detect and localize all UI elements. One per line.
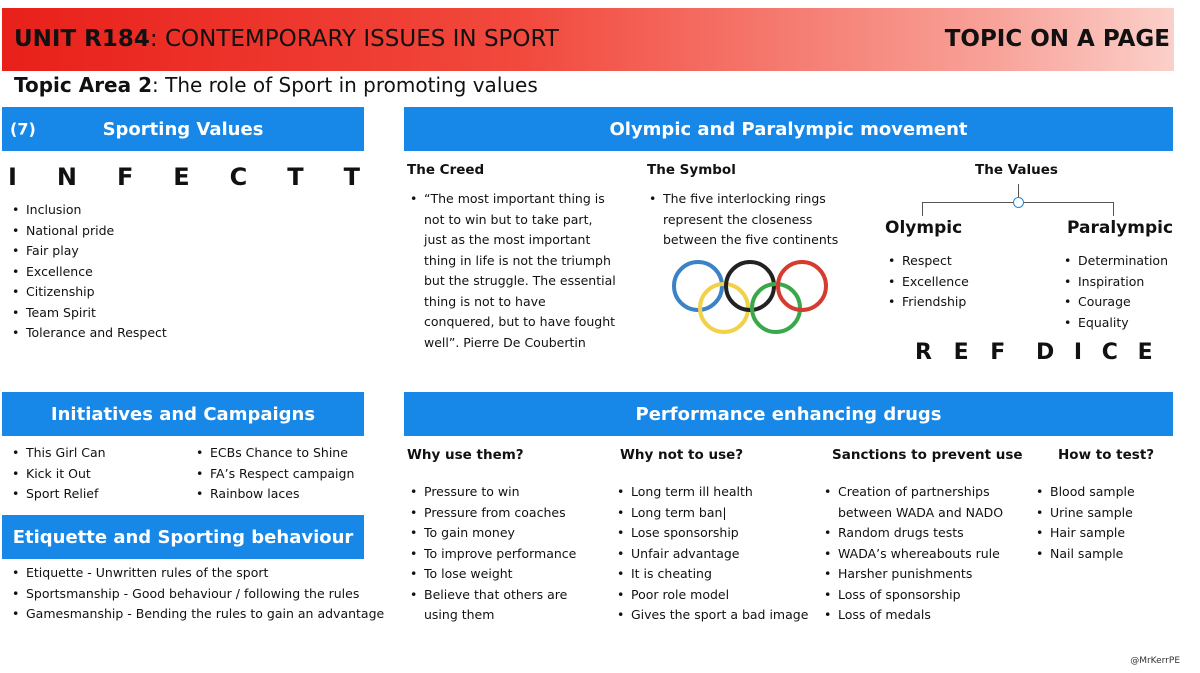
list-item: • Rainbow laces: [194, 484, 354, 505]
olympic-rings-icon: [668, 258, 834, 336]
list-item: • Urine sample: [1034, 503, 1135, 524]
how-to-test-list: [1034, 482, 1135, 564]
acronym-letter: T: [343, 163, 360, 191]
list-item: • Gives the sport a bad image: [615, 605, 808, 626]
list-item: • Pressure to win: [408, 482, 593, 503]
initiatives-list-left: [10, 443, 106, 505]
list-item: • WADA’s whereabouts rule: [822, 544, 1012, 565]
dice-acronym: D I C E: [1036, 340, 1153, 365]
ref-acronym: R E F: [915, 340, 1006, 365]
paralympic-values-heading: Paralympic: [1067, 218, 1174, 238]
list-item: • National pride: [10, 221, 167, 242]
initiatives-header: [2, 392, 364, 436]
how-to-test-heading: How to test?: [1058, 447, 1155, 463]
olympic-title: Olympic and Paralympic movement: [609, 118, 968, 140]
list-item: • Excellence: [886, 272, 969, 293]
creed-list: [408, 189, 618, 353]
creed-quote: • “The most important thing is not to win but to take part, just as the most important thing in life is not the triumph but the struggle. The essential thing is not to have conquered, but to have fought well”. Pierre De Coubertin: [408, 189, 618, 353]
sanctions-heading: Sanctions to prevent use: [832, 447, 1023, 463]
list-item: • Unfair advantage: [615, 544, 808, 565]
olympic-header: [404, 107, 1173, 151]
tree-connector-left: [922, 202, 923, 216]
list-item: • Loss of medals: [822, 605, 1012, 626]
list-item: • Long term ill health: [615, 482, 808, 503]
list-item: • Gamesmanship - Bending the rules to gain an advantage: [10, 604, 384, 625]
list-item: • Etiquette - Unwritten rules of the sport: [10, 563, 384, 584]
sporting-values-list: [10, 200, 167, 344]
list-item: • Courage: [1062, 292, 1168, 313]
list-item: • Citizenship: [10, 282, 167, 303]
list-item: • It is cheating: [615, 564, 808, 585]
list-item: • FA’s Respect campaign: [194, 464, 354, 485]
list-item: • Determination: [1062, 251, 1168, 272]
ped-header: [404, 392, 1173, 436]
list-item: • Excellence: [10, 262, 167, 283]
olympic-values-list: [886, 251, 969, 313]
olympic-values-heading: Olympic: [885, 218, 963, 238]
list-item: • Creation of partnerships between WADA and NADO: [822, 482, 1012, 523]
why-use-list: [408, 482, 593, 626]
list-item: • Sportsmanship - Good behaviour / following the rules: [10, 584, 384, 605]
acronym-letter: T: [287, 163, 304, 191]
acronym-letter: N: [56, 163, 77, 191]
unit-title: UNIT R184: CONTEMPORARY ISSUES IN SPORT: [14, 26, 559, 52]
list-item: • Believe that others are using them: [408, 585, 593, 626]
etiquette-title: Etiquette and Sporting behaviour: [12, 526, 354, 548]
topic-on-a-page-label: TOPIC ON A PAGE: [944, 26, 1170, 52]
why-not-heading: Why not to use?: [620, 447, 744, 463]
values-heading: The Values: [975, 162, 1058, 178]
acronym-letter: E: [173, 163, 190, 191]
topic-area-title: Topic Area 2: The role of Sport in promoting values: [14, 73, 538, 97]
list-item: • To improve performance: [408, 544, 593, 565]
etiquette-list: [10, 563, 384, 625]
why-not-list: [615, 482, 808, 626]
values-count: (7): [10, 119, 36, 139]
list-item: • Inspiration: [1062, 272, 1168, 293]
list-item: • Poor role model: [615, 585, 808, 606]
list-item: • Loss of sponsorship: [822, 585, 1012, 606]
list-item: • Fair play: [10, 241, 167, 262]
list-item: • Nail sample: [1034, 544, 1135, 565]
acronym-letter: F: [116, 163, 134, 191]
symbol-list: [647, 189, 859, 251]
list-item: • Team Spirit: [10, 303, 167, 324]
list-item: • Inclusion: [10, 200, 167, 221]
tree-connector-top: [1018, 184, 1019, 198]
tree-connector-right: [1113, 202, 1114, 216]
author-credit: @MrKerrPE: [1130, 656, 1180, 666]
list-item: • Long term ban|: [615, 503, 808, 524]
symbol-heading: The Symbol: [647, 162, 736, 178]
symbol-description: • The five interlocking rings represent the closeness between the five continents: [647, 189, 859, 251]
sanctions-list: [822, 482, 1012, 626]
list-item: • Hair sample: [1034, 523, 1135, 544]
list-item: • Respect: [886, 251, 969, 272]
list-item: • Sport Relief: [10, 484, 106, 505]
creed-heading: The Creed: [407, 162, 485, 178]
list-item: • Kick it Out: [10, 464, 106, 485]
acronym-letter: I: [8, 163, 17, 191]
list-item: • Lose sponsorship: [615, 523, 808, 544]
sporting-values-title: Sporting Values: [102, 118, 264, 140]
list-item: • This Girl Can: [10, 443, 106, 464]
list-item: • Harsher punishments: [822, 564, 1012, 585]
etiquette-header: [2, 515, 364, 559]
infectt-acronym: [8, 163, 360, 191]
why-use-heading: Why use them?: [407, 447, 524, 463]
tree-node-icon: [1013, 197, 1024, 208]
list-item: • Blood sample: [1034, 482, 1135, 503]
list-item: • Equality: [1062, 313, 1168, 334]
initiatives-title: Initiatives and Campaigns: [50, 403, 316, 425]
list-item: • Pressure from coaches: [408, 503, 593, 524]
list-item: • To lose weight: [408, 564, 593, 585]
list-item: • To gain money: [408, 523, 593, 544]
paralympic-values-list: [1062, 251, 1168, 333]
list-item: • ECBs Chance to Shine: [194, 443, 354, 464]
ped-title: Performance enhancing drugs: [635, 403, 942, 425]
list-item: • Friendship: [886, 292, 969, 313]
list-item: • Random drugs tests: [822, 523, 1012, 544]
acronym-letter: C: [229, 163, 248, 191]
sporting-values-header: [2, 107, 364, 151]
initiatives-list-right: [194, 443, 354, 505]
list-item: • Tolerance and Respect: [10, 323, 167, 344]
